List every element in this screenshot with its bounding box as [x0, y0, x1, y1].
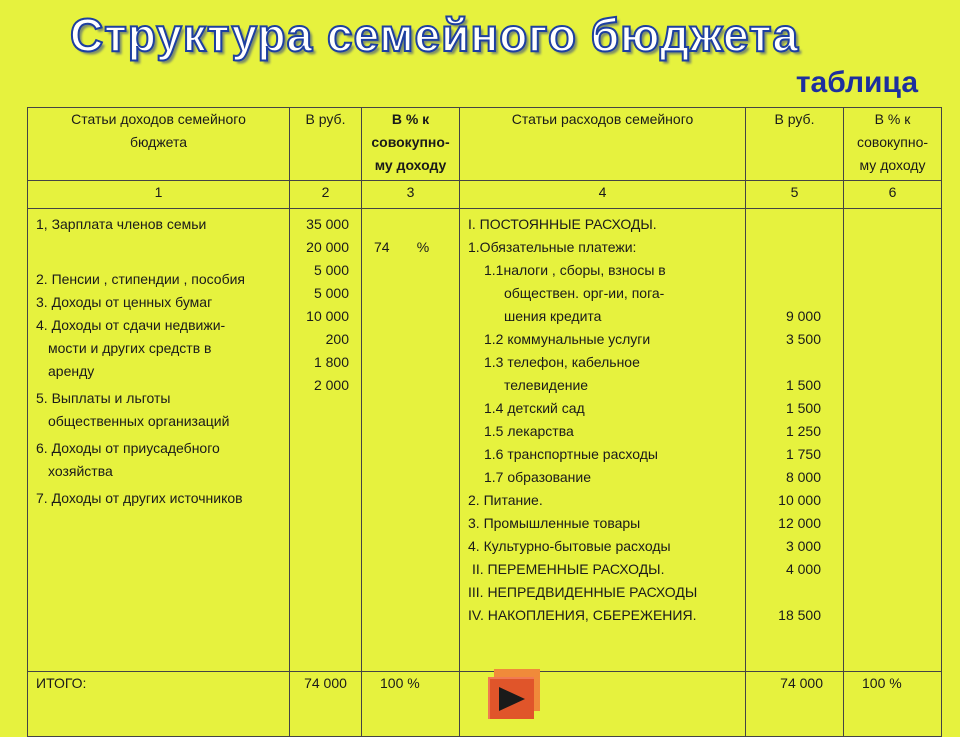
income-rub-cell: [290, 209, 362, 672]
value: 10 000: [306, 308, 349, 324]
expense-items-cell: [460, 209, 746, 672]
total-expense-percent: 100 %: [844, 672, 942, 737]
value: 5 000: [313, 285, 349, 301]
income-percent-cell: [362, 209, 460, 672]
list-item: 1.6 транспортные расходы: [484, 446, 658, 462]
value: 4 000: [785, 561, 821, 577]
value: 1 800: [313, 354, 349, 370]
value: 1 500: [785, 377, 821, 393]
value: [746, 236, 821, 259]
list-item: 1.5 лекарства: [484, 423, 574, 439]
list-item: 1.2 коммунальные услуги: [484, 331, 651, 347]
value: 2 000: [313, 377, 349, 393]
list-item: II. ПЕРЕМЕННЫЕ РАСХОДЫ.: [472, 561, 665, 577]
header-income-items: Статьи доходов семейного бюджета: [28, 108, 290, 181]
total-expense-rub: 74 000: [746, 672, 844, 737]
value: 3 000: [785, 538, 821, 554]
column-number: 6: [844, 181, 942, 209]
list-item: шения кредита: [504, 308, 602, 324]
income-items-cell: [28, 209, 290, 672]
page-subtitle: таблица: [795, 66, 918, 99]
value: [746, 581, 821, 604]
list-item: 6. Доходы от приусадебного: [36, 440, 220, 456]
list-item: 4. Доходы от сдачи недвижи-: [36, 317, 226, 333]
list-item: III. НЕПРЕДВИДЕННЫЕ РАСХОДЫ: [468, 584, 698, 600]
value: 8 000: [785, 469, 821, 485]
value: [746, 282, 821, 305]
value: 200: [325, 331, 349, 347]
column-number: 4: [460, 181, 746, 209]
page-title: Структура семейного бюджета: [70, 9, 800, 61]
list-item: 5. Выплаты и льготы: [36, 390, 171, 406]
total-income-percent: 100 %: [362, 672, 460, 737]
value: 9 000: [785, 308, 821, 324]
list-item: 1.Обязательные платежи:: [468, 239, 637, 255]
value: [746, 213, 821, 236]
list-item: 2. Пенсии , стипендии , пособия: [36, 271, 245, 287]
total-income-rub: 74 000: [290, 672, 362, 737]
list-item: I. ПОСТОЯННЫЕ РАСХОДЫ.: [468, 216, 657, 232]
list-item: IV. НАКОПЛЕНИЯ, СБЕРЕЖЕНИЯ.: [468, 607, 697, 623]
list-item: 1.4 детский сад: [484, 400, 585, 416]
table-body-row: [28, 209, 942, 672]
value: 35 000: [306, 216, 349, 232]
value: 5 000: [313, 262, 349, 278]
list-item: общественных организаций: [48, 413, 230, 429]
list-item: аренду: [48, 363, 95, 379]
play-triangle-icon: [497, 685, 527, 713]
list-item: хозяйства: [48, 463, 113, 479]
value: [746, 351, 821, 374]
list-item: мости и других средств в: [48, 340, 212, 356]
column-number: 5: [746, 181, 844, 209]
total-label: ИТОГО:: [28, 672, 290, 737]
list-item: 2. Питание.: [468, 492, 543, 508]
list-item: 1.3 телефон, кабельное: [484, 354, 640, 370]
list-item: [36, 236, 283, 268]
column-number-row: [28, 181, 942, 209]
list-item: обществен. орг-ии, пога-: [504, 285, 665, 301]
header-expense-rub: В руб.: [746, 108, 844, 181]
table-header-row: [28, 108, 942, 181]
value: 20 000: [306, 239, 349, 255]
list-item: 1.7 образование: [484, 469, 592, 485]
value: 1 750: [785, 446, 821, 462]
list-item: 7. Доходы от других источников: [36, 490, 243, 506]
column-number: 2: [290, 181, 362, 209]
value: [746, 259, 821, 282]
header-expense-items: Статьи расходов семейного: [460, 108, 746, 181]
list-item: телевидение: [504, 377, 589, 393]
income-percent-value: 74 %: [374, 239, 430, 255]
value: 1 500: [785, 400, 821, 416]
value: 3 500: [785, 331, 821, 347]
expense-rub-cell: [746, 209, 844, 672]
column-number: 3: [362, 181, 460, 209]
header-expense-percent: В % к совокупно- му доходу: [844, 108, 942, 181]
value: 1 250: [785, 423, 821, 439]
list-item: 3. Доходы от ценных бумаг: [36, 294, 213, 310]
value: 18 500: [778, 607, 821, 623]
list-item: 1, Зарплата членов семьи: [36, 216, 207, 232]
expense-percent-cell: [844, 209, 942, 672]
value: 12 000: [778, 515, 821, 531]
list-item: 1.1налоги , сборы, взносы в: [484, 262, 666, 278]
value: 10 000: [778, 492, 821, 508]
next-slide-button[interactable]: [488, 677, 534, 719]
list-item: 4. Культурно-бытовые расходы: [468, 538, 671, 554]
column-number: 1: [28, 181, 290, 209]
total-row: [28, 672, 942, 737]
header-income-percent: В % к совокупно- му доходу: [362, 108, 460, 181]
header-income-rub: В руб.: [290, 108, 362, 181]
list-item: 3. Промышленные товары: [468, 515, 641, 531]
budget-table: [27, 107, 942, 737]
